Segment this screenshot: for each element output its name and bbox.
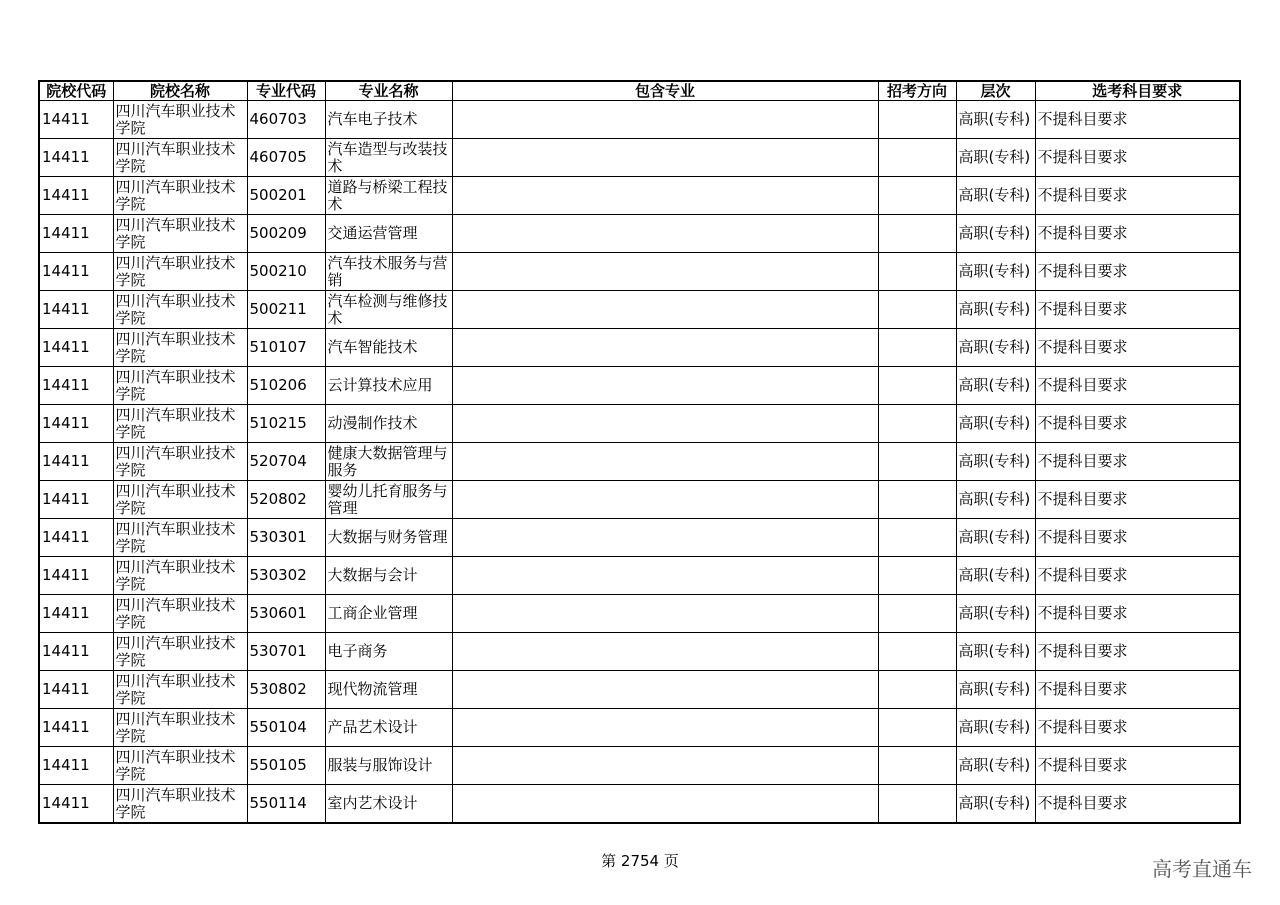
cell-direction — [878, 177, 956, 215]
cell-subject-requirement: 不提科目要求 — [1035, 709, 1240, 747]
cell-school-name: 四川汽车职业技术学院 — [113, 253, 247, 291]
table-row — [39, 329, 1240, 367]
table-row — [39, 785, 1240, 824]
cell-direction — [878, 101, 956, 139]
header-direction: 招考方向 — [878, 81, 956, 101]
cell-major-code: 500209 — [247, 215, 325, 253]
cell-school-code: 14411 — [39, 595, 113, 633]
table-row — [39, 747, 1240, 785]
cell-school-name: 四川汽车职业技术学院 — [113, 747, 247, 785]
cell-major-name: 室内艺术设计 — [325, 785, 452, 824]
cell-major-code: 500201 — [247, 177, 325, 215]
cell-major-name: 汽车造型与改装技术 — [325, 139, 452, 177]
cell-major-code: 550104 — [247, 709, 325, 747]
cell-level: 高职(专科) — [956, 443, 1035, 481]
cell-included-majors — [452, 367, 878, 405]
cell-school-name: 四川汽车职业技术学院 — [113, 557, 247, 595]
cell-major-name: 产品艺术设计 — [325, 709, 452, 747]
cell-included-majors — [452, 633, 878, 671]
cell-subject-requirement: 不提科目要求 — [1035, 139, 1240, 177]
cell-major-name: 汽车检测与维修技术 — [325, 291, 452, 329]
cell-direction — [878, 481, 956, 519]
cell-school-name: 四川汽车职业技术学院 — [113, 291, 247, 329]
cell-major-name: 汽车电子技术 — [325, 101, 452, 139]
watermark-text: 高考直通车 — [1152, 857, 1252, 881]
cell-subject-requirement: 不提科目要求 — [1035, 747, 1240, 785]
cell-level: 高职(专科) — [956, 177, 1035, 215]
cell-subject-requirement: 不提科目要求 — [1035, 291, 1240, 329]
cell-direction — [878, 367, 956, 405]
table-row — [39, 367, 1240, 405]
table-row — [39, 481, 1240, 519]
cell-major-name: 汽车技术服务与营销 — [325, 253, 452, 291]
table-row — [39, 633, 1240, 671]
cell-subject-requirement: 不提科目要求 — [1035, 253, 1240, 291]
cell-school-name: 四川汽车职业技术学院 — [113, 329, 247, 367]
cell-direction — [878, 595, 956, 633]
cell-major-code: 510206 — [247, 367, 325, 405]
cell-major-name: 大数据与财务管理 — [325, 519, 452, 557]
cell-major-code: 530701 — [247, 633, 325, 671]
admissions-table — [38, 80, 1241, 824]
cell-level: 高职(专科) — [956, 481, 1035, 519]
cell-included-majors — [452, 139, 878, 177]
table-row — [39, 519, 1240, 557]
table-row — [39, 557, 1240, 595]
cell-level: 高职(专科) — [956, 405, 1035, 443]
cell-level: 高职(专科) — [956, 215, 1035, 253]
cell-level: 高职(专科) — [956, 595, 1035, 633]
cell-major-code: 510215 — [247, 405, 325, 443]
table-row — [39, 595, 1240, 633]
cell-school-code: 14411 — [39, 709, 113, 747]
cell-major-name: 工商企业管理 — [325, 595, 452, 633]
cell-level: 高职(专科) — [956, 709, 1035, 747]
cell-subject-requirement: 不提科目要求 — [1035, 443, 1240, 481]
cell-level: 高职(专科) — [956, 633, 1035, 671]
cell-direction — [878, 253, 956, 291]
cell-school-name: 四川汽车职业技术学院 — [113, 595, 247, 633]
cell-major-name: 云计算技术应用 — [325, 367, 452, 405]
cell-school-code: 14411 — [39, 177, 113, 215]
cell-school-name: 四川汽车职业技术学院 — [113, 101, 247, 139]
cell-direction — [878, 443, 956, 481]
cell-included-majors — [452, 595, 878, 633]
cell-level: 高职(专科) — [956, 291, 1035, 329]
cell-level: 高职(专科) — [956, 139, 1035, 177]
cell-major-code: 530802 — [247, 671, 325, 709]
cell-subject-requirement: 不提科目要求 — [1035, 633, 1240, 671]
cell-school-name: 四川汽车职业技术学院 — [113, 443, 247, 481]
cell-direction — [878, 291, 956, 329]
cell-school-name: 四川汽车职业技术学院 — [113, 671, 247, 709]
cell-major-code: 460703 — [247, 101, 325, 139]
cell-level: 高职(专科) — [956, 367, 1035, 405]
cell-major-name: 动漫制作技术 — [325, 405, 452, 443]
cell-included-majors — [452, 253, 878, 291]
header-level: 层次 — [956, 81, 1035, 101]
cell-major-code: 530302 — [247, 557, 325, 595]
cell-level: 高职(专科) — [956, 557, 1035, 595]
cell-school-code: 14411 — [39, 785, 113, 824]
header-subject-requirement: 选考科目要求 — [1035, 81, 1240, 101]
cell-school-code: 14411 — [39, 291, 113, 329]
cell-level: 高职(专科) — [956, 253, 1035, 291]
cell-school-code: 14411 — [39, 215, 113, 253]
cell-major-name: 婴幼儿托育服务与管理 — [325, 481, 452, 519]
cell-direction — [878, 747, 956, 785]
cell-subject-requirement: 不提科目要求 — [1035, 671, 1240, 709]
cell-school-code: 14411 — [39, 747, 113, 785]
cell-included-majors — [452, 291, 878, 329]
cell-included-majors — [452, 785, 878, 824]
cell-major-code: 550114 — [247, 785, 325, 824]
cell-school-code: 14411 — [39, 329, 113, 367]
cell-subject-requirement: 不提科目要求 — [1035, 405, 1240, 443]
cell-included-majors — [452, 481, 878, 519]
cell-subject-requirement: 不提科目要求 — [1035, 481, 1240, 519]
cell-subject-requirement: 不提科目要求 — [1035, 329, 1240, 367]
cell-school-name: 四川汽车职业技术学院 — [113, 405, 247, 443]
cell-major-name: 大数据与会计 — [325, 557, 452, 595]
cell-included-majors — [452, 747, 878, 785]
cell-school-code: 14411 — [39, 101, 113, 139]
cell-direction — [878, 139, 956, 177]
cell-school-code: 14411 — [39, 139, 113, 177]
cell-subject-requirement: 不提科目要求 — [1035, 215, 1240, 253]
cell-major-code: 530601 — [247, 595, 325, 633]
cell-major-code: 460705 — [247, 139, 325, 177]
cell-school-name: 四川汽车职业技术学院 — [113, 481, 247, 519]
table-row — [39, 253, 1240, 291]
cell-major-code: 520704 — [247, 443, 325, 481]
cell-included-majors — [452, 329, 878, 367]
cell-included-majors — [452, 443, 878, 481]
cell-school-code: 14411 — [39, 671, 113, 709]
cell-school-code: 14411 — [39, 443, 113, 481]
page-number: 第 2754 页 — [601, 852, 679, 870]
cell-school-name: 四川汽车职业技术学院 — [113, 785, 247, 824]
cell-included-majors — [452, 405, 878, 443]
cell-major-name: 汽车智能技术 — [325, 329, 452, 367]
table-row — [39, 101, 1240, 139]
cell-major-name: 现代物流管理 — [325, 671, 452, 709]
cell-level: 高职(专科) — [956, 329, 1035, 367]
cell-major-name: 道路与桥梁工程技术 — [325, 177, 452, 215]
table-row — [39, 177, 1240, 215]
cell-included-majors — [452, 215, 878, 253]
cell-major-name: 健康大数据管理与服务 — [325, 443, 452, 481]
cell-subject-requirement: 不提科目要求 — [1035, 519, 1240, 557]
cell-direction — [878, 405, 956, 443]
cell-school-name: 四川汽车职业技术学院 — [113, 709, 247, 747]
cell-school-name: 四川汽车职业技术学院 — [113, 367, 247, 405]
cell-included-majors — [452, 101, 878, 139]
cell-school-name: 四川汽车职业技术学院 — [113, 215, 247, 253]
header-school-name: 院校名称 — [113, 81, 247, 101]
cell-school-name: 四川汽车职业技术学院 — [113, 139, 247, 177]
cell-direction — [878, 671, 956, 709]
cell-level: 高职(专科) — [956, 671, 1035, 709]
cell-school-code: 14411 — [39, 519, 113, 557]
cell-subject-requirement: 不提科目要求 — [1035, 557, 1240, 595]
cell-direction — [878, 557, 956, 595]
table-header-row — [39, 81, 1240, 101]
cell-direction — [878, 329, 956, 367]
cell-school-code: 14411 — [39, 405, 113, 443]
cell-direction — [878, 633, 956, 671]
cell-subject-requirement: 不提科目要求 — [1035, 785, 1240, 824]
header-included-majors: 包含专业 — [452, 81, 878, 101]
cell-major-code: 510107 — [247, 329, 325, 367]
cell-subject-requirement: 不提科目要求 — [1035, 177, 1240, 215]
cell-school-code: 14411 — [39, 481, 113, 519]
cell-level: 高职(专科) — [956, 785, 1035, 824]
cell-school-name: 四川汽车职业技术学院 — [113, 519, 247, 557]
cell-major-code: 520802 — [247, 481, 325, 519]
cell-level: 高职(专科) — [956, 747, 1035, 785]
table-row — [39, 139, 1240, 177]
cell-included-majors — [452, 709, 878, 747]
cell-direction — [878, 519, 956, 557]
table-body — [39, 101, 1240, 824]
cell-level: 高职(专科) — [956, 519, 1035, 557]
table-row — [39, 405, 1240, 443]
cell-school-code: 14411 — [39, 367, 113, 405]
table-row — [39, 709, 1240, 747]
table-row — [39, 215, 1240, 253]
cell-included-majors — [452, 557, 878, 595]
header-major-name: 专业名称 — [325, 81, 452, 101]
cell-included-majors — [452, 519, 878, 557]
cell-major-name: 交通运营管理 — [325, 215, 452, 253]
cell-school-name: 四川汽车职业技术学院 — [113, 633, 247, 671]
cell-direction — [878, 785, 956, 824]
cell-included-majors — [452, 671, 878, 709]
cell-included-majors — [452, 177, 878, 215]
cell-school-name: 四川汽车职业技术学院 — [113, 177, 247, 215]
table-row — [39, 671, 1240, 709]
cell-school-code: 14411 — [39, 633, 113, 671]
header-school-code: 院校代码 — [39, 81, 113, 101]
cell-subject-requirement: 不提科目要求 — [1035, 367, 1240, 405]
cell-subject-requirement: 不提科目要求 — [1035, 101, 1240, 139]
cell-direction — [878, 215, 956, 253]
cell-school-code: 14411 — [39, 253, 113, 291]
header-major-code: 专业代码 — [247, 81, 325, 101]
table-row — [39, 291, 1240, 329]
cell-major-code: 550105 — [247, 747, 325, 785]
cell-major-code: 530301 — [247, 519, 325, 557]
cell-school-code: 14411 — [39, 557, 113, 595]
cell-direction — [878, 709, 956, 747]
cell-major-name: 电子商务 — [325, 633, 452, 671]
table-row — [39, 443, 1240, 481]
cell-major-code: 500210 — [247, 253, 325, 291]
cell-subject-requirement: 不提科目要求 — [1035, 595, 1240, 633]
cell-level: 高职(专科) — [956, 101, 1035, 139]
cell-major-name: 服装与服饰设计 — [325, 747, 452, 785]
cell-major-code: 500211 — [247, 291, 325, 329]
